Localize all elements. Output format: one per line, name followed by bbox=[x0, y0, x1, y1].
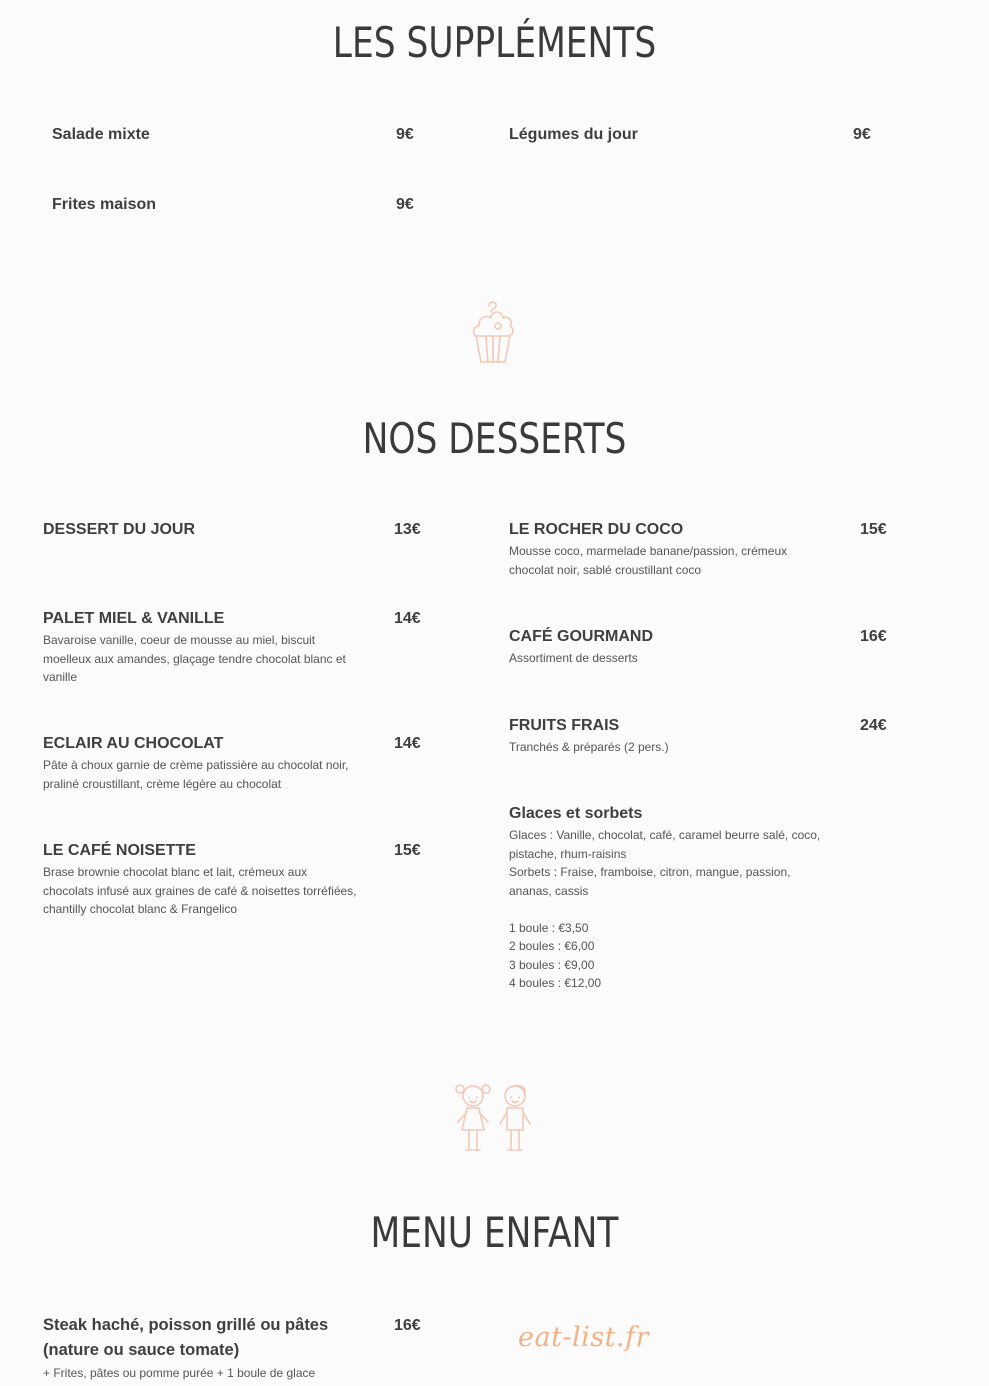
item-description bbox=[509, 649, 854, 668]
desc-line: chocolats infusé aux graines de café & noisettes torréfiées, bbox=[43, 883, 357, 898]
desc-line: Assortiment de desserts bbox=[509, 651, 638, 665]
dessert-item-fruits-frais bbox=[509, 716, 854, 757]
enfant-item bbox=[43, 1313, 383, 1383]
cupcake-icon bbox=[468, 296, 518, 366]
item-price: 15€ bbox=[860, 521, 887, 538]
price-line: 4 boules : €12,00 bbox=[509, 976, 602, 990]
supplements-title: LES SUPPLÉMENTS bbox=[332, 18, 657, 67]
item-price: 16€ bbox=[394, 1317, 421, 1334]
item-price: 9€ bbox=[853, 126, 871, 143]
item-price: 9€ bbox=[396, 196, 414, 213]
item-name: Glaces et sorbets bbox=[509, 805, 643, 822]
item-name: FRUITS FRAIS bbox=[509, 717, 620, 734]
supplement-item-frites bbox=[52, 195, 156, 215]
price-line: 1 boule : €3,50 bbox=[509, 920, 589, 935]
desc-line: Pâte à choux garnie de crème patissière au chocolat noir, bbox=[43, 758, 349, 772]
desc-line: ananas, cassis bbox=[509, 883, 589, 898]
item-price: 13€ bbox=[394, 521, 421, 538]
item-price: 15€ bbox=[394, 842, 421, 859]
name-line: (nature ou sauce tomate) bbox=[43, 1341, 240, 1359]
item-price: 14€ bbox=[394, 735, 421, 752]
desc-line: moelleux aux amandes, glaçage tendre chocolat blanc et bbox=[43, 651, 346, 666]
item-name: DESSERT DU JOUR bbox=[43, 521, 196, 538]
supplement-item-salade bbox=[52, 125, 150, 145]
item-description bbox=[509, 738, 854, 757]
item-name: ECLAIR AU CHOCOLAT bbox=[43, 735, 224, 752]
item-name: CAFÉ GOURMAND bbox=[509, 628, 653, 645]
dessert-item-cafe-gourmand bbox=[509, 627, 854, 668]
supplement-item-legumes bbox=[509, 125, 638, 145]
dessert-item-glaces bbox=[509, 804, 889, 993]
item-description bbox=[43, 863, 403, 919]
desc-line: Tranchés & préparés (2 pers.) bbox=[509, 740, 669, 754]
item-price: 24€ bbox=[860, 717, 887, 734]
desc-line: praliné croustillant, crème légère au chocolat bbox=[43, 776, 282, 791]
item-description bbox=[509, 542, 854, 579]
item-name: PALET MIEL & VANILLE bbox=[43, 610, 225, 627]
item-name: Légumes du jour bbox=[509, 126, 638, 143]
desc-line: Glaces : Vanille, chocolat, café, caramel beurre salé, coco, bbox=[509, 828, 821, 842]
item-price: 9€ bbox=[396, 126, 414, 143]
desc-line: Mousse coco, marmelade banane/passion, crémeux bbox=[509, 544, 788, 558]
desserts-title: NOS DESSERTS bbox=[362, 414, 627, 463]
desc-line: chocolat noir, sablé croustillant coco bbox=[509, 562, 702, 577]
name-line: Steak haché, poisson grillé ou pâtes bbox=[43, 1316, 329, 1334]
item-name bbox=[43, 1313, 383, 1363]
desc-line: vanille bbox=[43, 670, 78, 684]
price-line: 2 boules : €6,00 bbox=[509, 939, 595, 953]
dessert-item-jour bbox=[43, 520, 393, 540]
dessert-item-cafe-noisette bbox=[43, 841, 403, 919]
item-name: LE CAFÉ NOISETTE bbox=[43, 842, 196, 859]
price-line: 3 boules : €9,00 bbox=[509, 957, 595, 972]
enfant-title: MENU ENFANT bbox=[370, 1208, 619, 1257]
item-description bbox=[43, 756, 393, 793]
desc-spacer bbox=[509, 900, 889, 919]
dessert-item-rocher-coco bbox=[509, 520, 854, 579]
item-description bbox=[43, 631, 393, 687]
dessert-item-palet bbox=[43, 609, 393, 687]
item-name: Frites maison bbox=[52, 196, 157, 213]
dessert-item-eclair bbox=[43, 734, 393, 793]
desc-line: Bavaroise vanille, coeur de mousse au miel, biscuit bbox=[43, 633, 316, 647]
children-icon bbox=[450, 1080, 540, 1155]
item-price: 16€ bbox=[860, 628, 887, 645]
item-description: + Frites, pâtes ou pomme purée + 1 boule de glace bbox=[43, 1366, 316, 1380]
desc-line: Brase brownie chocolat blanc et lait, crémeux aux bbox=[43, 865, 308, 879]
desc-line: Sorbets : Fraise, framboise, citron, mangue, passion, bbox=[509, 865, 791, 879]
item-name: Salade mixte bbox=[52, 126, 150, 143]
item-price: 14€ bbox=[394, 610, 421, 627]
desc-line: pistache, rhum-raisins bbox=[509, 846, 627, 861]
desc-line: chantilly chocolat blanc & Frangelico bbox=[43, 902, 238, 916]
item-name: LE ROCHER DU COCO bbox=[509, 521, 684, 538]
item-description bbox=[509, 826, 889, 993]
watermark: eat-list.fr bbox=[518, 1322, 650, 1353]
